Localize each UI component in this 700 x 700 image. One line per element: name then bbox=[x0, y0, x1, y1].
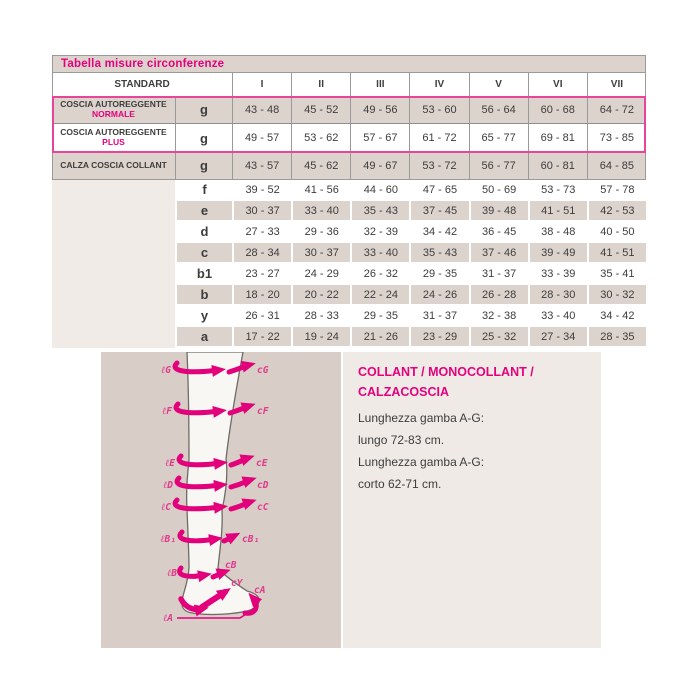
product-name: COSCIA AUTOREGGENTE bbox=[60, 98, 167, 109]
size-value: 29 - 36 bbox=[291, 222, 350, 243]
size-value: 23 - 29 bbox=[409, 327, 468, 348]
size-value: 60 - 81 bbox=[528, 152, 587, 180]
measure-letter: c bbox=[175, 243, 232, 264]
table-title: Tabella misure circonferenze bbox=[52, 55, 646, 73]
size-value: 22 - 24 bbox=[350, 285, 409, 306]
size-value: 24 - 26 bbox=[409, 285, 468, 306]
foot-length-label: ℓA bbox=[163, 613, 173, 624]
size-value: 31 - 37 bbox=[409, 306, 468, 327]
size-value: 49 - 57 bbox=[232, 124, 291, 152]
size-column-header: I bbox=[232, 73, 291, 96]
size-value: 53 - 72 bbox=[409, 152, 468, 180]
size-value: 41 - 51 bbox=[587, 243, 646, 264]
size-value: 31 - 37 bbox=[469, 264, 528, 285]
info-title-line2: CALZACOSCIA bbox=[358, 385, 449, 399]
band-label-left-d: ℓD bbox=[163, 480, 173, 491]
size-value: 53 - 62 bbox=[291, 124, 350, 152]
size-value: 26 - 28 bbox=[469, 285, 528, 306]
measure-letter: d bbox=[175, 222, 232, 243]
size-value: 64 - 85 bbox=[587, 152, 646, 180]
measure-letter: a bbox=[175, 327, 232, 348]
band-label-left-b1: ℓB₁ bbox=[160, 534, 176, 545]
size-column-header: III bbox=[350, 73, 409, 96]
product-name: COSCIA AUTOREGGENTE bbox=[60, 127, 167, 138]
size-value: 23 - 27 bbox=[232, 264, 291, 285]
size-value: 45 - 62 bbox=[291, 152, 350, 180]
size-value: 35 - 41 bbox=[587, 264, 646, 285]
size-value: 37 - 46 bbox=[469, 243, 528, 264]
size-value: 33 - 40 bbox=[350, 243, 409, 264]
band-label-left-c: ℓC bbox=[161, 502, 171, 513]
size-value: 27 - 34 bbox=[528, 327, 587, 348]
measure-letter: b1 bbox=[175, 264, 232, 285]
size-value: 57 - 78 bbox=[587, 180, 646, 201]
measure-letter: b bbox=[175, 285, 232, 306]
product-name-cell bbox=[52, 152, 175, 180]
size-value: 29 - 35 bbox=[350, 306, 409, 327]
size-value: 41 - 56 bbox=[291, 180, 350, 201]
size-value: 45 - 52 bbox=[291, 96, 350, 124]
size-value: 53 - 60 bbox=[409, 96, 468, 124]
size-value: 38 - 48 bbox=[528, 222, 587, 243]
band-label-right-f: cF bbox=[257, 406, 269, 417]
size-value: 30 - 32 bbox=[587, 285, 646, 306]
measure-letter: f bbox=[175, 180, 232, 201]
info-panel bbox=[343, 352, 601, 648]
size-value: 57 - 67 bbox=[350, 124, 409, 152]
product-name-cell bbox=[52, 96, 175, 124]
info-line: corto 62-71 cm. bbox=[358, 477, 442, 491]
size-value: 20 - 22 bbox=[291, 285, 350, 306]
size-value: 35 - 43 bbox=[350, 201, 409, 222]
size-column-header: V bbox=[469, 73, 528, 96]
band-label-left-e: ℓE bbox=[165, 458, 175, 469]
size-value: 19 - 24 bbox=[291, 327, 350, 348]
size-grid bbox=[52, 73, 646, 348]
size-value: 27 - 33 bbox=[232, 222, 291, 243]
size-value: 36 - 45 bbox=[469, 222, 528, 243]
size-value: 28 - 35 bbox=[587, 327, 646, 348]
info-title-line1: COLLANT / MONOCOLLANT / bbox=[358, 365, 534, 379]
size-value: 53 - 73 bbox=[528, 180, 587, 201]
product-name-cell bbox=[52, 124, 175, 152]
band-label-left-b: ℓB bbox=[167, 568, 177, 579]
size-value: 33 - 40 bbox=[528, 306, 587, 327]
size-value: 29 - 35 bbox=[409, 264, 468, 285]
size-value: 39 - 48 bbox=[469, 201, 528, 222]
size-value: 41 - 51 bbox=[528, 201, 587, 222]
size-value: 43 - 57 bbox=[232, 152, 291, 180]
size-value: 39 - 52 bbox=[232, 180, 291, 201]
size-value: 34 - 42 bbox=[409, 222, 468, 243]
size-value: 50 - 69 bbox=[469, 180, 528, 201]
size-value: 30 - 37 bbox=[232, 201, 291, 222]
size-value: 42 - 53 bbox=[587, 201, 646, 222]
leg-diagram bbox=[101, 352, 341, 648]
size-value: 61 - 72 bbox=[409, 124, 468, 152]
size-value: 69 - 81 bbox=[528, 124, 587, 152]
size-value: 33 - 40 bbox=[291, 201, 350, 222]
size-value: 21 - 26 bbox=[350, 327, 409, 348]
size-value: 49 - 67 bbox=[350, 152, 409, 180]
size-column-header: VII bbox=[587, 73, 646, 96]
size-value: 28 - 33 bbox=[291, 306, 350, 327]
size-value: 26 - 31 bbox=[232, 306, 291, 327]
band-label-right-g: cG bbox=[257, 365, 269, 376]
size-column-header: IV bbox=[409, 73, 468, 96]
size-column-header: VI bbox=[528, 73, 587, 96]
standard-header: STANDARD bbox=[52, 73, 232, 96]
size-value: 60 - 68 bbox=[528, 96, 587, 124]
info-line: Lunghezza gamba A-G: bbox=[358, 411, 485, 425]
size-value: 28 - 30 bbox=[528, 285, 587, 306]
size-value: 26 - 32 bbox=[350, 264, 409, 285]
size-value: 28 - 34 bbox=[232, 243, 291, 264]
size-value: 32 - 38 bbox=[469, 306, 528, 327]
size-column-header: II bbox=[291, 73, 350, 96]
size-value: 37 - 45 bbox=[409, 201, 468, 222]
size-value: 32 - 39 bbox=[350, 222, 409, 243]
size-value: 17 - 22 bbox=[232, 327, 291, 348]
size-value: 40 - 50 bbox=[587, 222, 646, 243]
size-value: 35 - 43 bbox=[409, 243, 468, 264]
size-value: 34 - 42 bbox=[587, 306, 646, 327]
band-label-right-c: cC bbox=[257, 502, 269, 513]
size-value: 25 - 32 bbox=[469, 327, 528, 348]
measure-letter: e bbox=[175, 201, 232, 222]
product-name: CALZA COSCIA COLLANT bbox=[60, 159, 167, 170]
instep-label: cY bbox=[231, 578, 243, 589]
band-label-left-f: ℓF bbox=[162, 406, 172, 417]
size-value: 24 - 29 bbox=[291, 264, 350, 285]
info-line: lungo 72-83 cm. bbox=[358, 433, 445, 447]
measure-letter: g bbox=[175, 152, 232, 180]
size-value: 73 - 85 bbox=[587, 124, 646, 152]
size-value: 47 - 65 bbox=[409, 180, 468, 201]
band-label-right-e: cE bbox=[256, 458, 268, 469]
size-table bbox=[52, 55, 646, 348]
product-variant: NORMALE bbox=[92, 108, 135, 119]
empty-label-cell bbox=[52, 180, 175, 348]
size-value: 18 - 20 bbox=[232, 285, 291, 306]
measure-letter: g bbox=[175, 124, 232, 152]
size-value: 56 - 77 bbox=[469, 152, 528, 180]
measure-letter: y bbox=[175, 306, 232, 327]
product-variant: PLUS bbox=[102, 137, 125, 147]
size-value: 65 - 77 bbox=[469, 124, 528, 152]
forefoot-label: cA bbox=[254, 585, 266, 596]
size-value: 39 - 49 bbox=[528, 243, 587, 264]
size-value: 56 - 64 bbox=[469, 96, 528, 124]
band-label-left-g: ℓG bbox=[161, 365, 171, 376]
band-label-right-b: cB bbox=[225, 560, 237, 571]
size-value: 30 - 37 bbox=[291, 243, 350, 264]
size-value: 44 - 60 bbox=[350, 180, 409, 201]
leg-diagram-panel bbox=[101, 352, 341, 648]
size-grid-wrap bbox=[52, 73, 646, 348]
size-value: 33 - 39 bbox=[528, 264, 587, 285]
measure-letter: g bbox=[175, 96, 232, 124]
info-line: Lunghezza gamba A-G: bbox=[358, 455, 485, 469]
band-label-right-d: cD bbox=[257, 480, 269, 491]
band-label-right-b1: cB₁ bbox=[242, 534, 260, 545]
size-value: 64 - 72 bbox=[587, 96, 646, 124]
size-value: 49 - 56 bbox=[350, 96, 409, 124]
size-value: 43 - 48 bbox=[232, 96, 291, 124]
